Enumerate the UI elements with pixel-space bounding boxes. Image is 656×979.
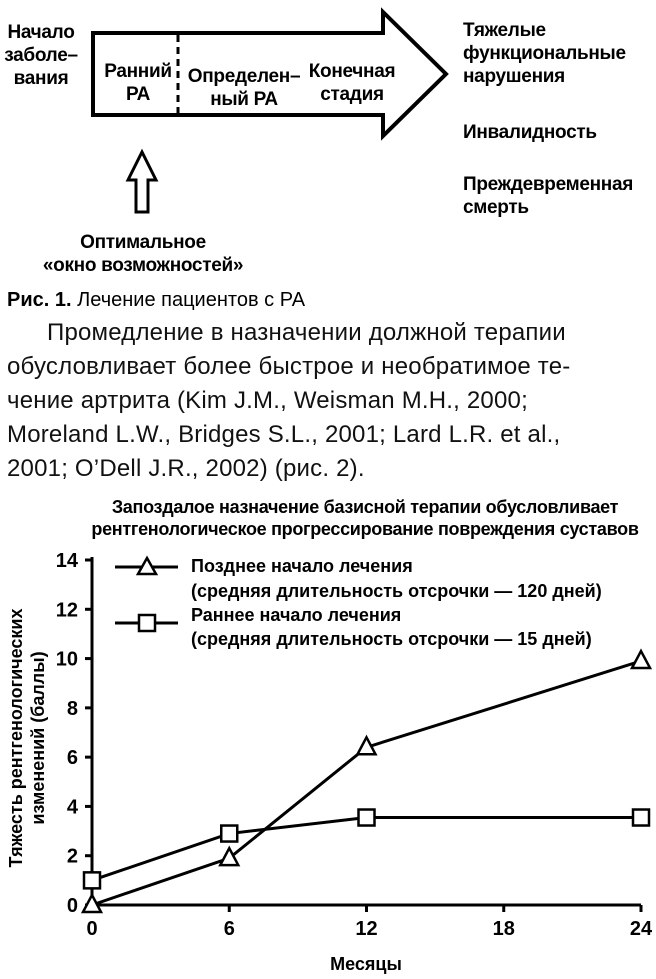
outcome-functional-impairment: Тяжелые функциональные нарушения bbox=[463, 20, 626, 87]
paragraph-line: Moreland L.W., Bridges S.L., 2001; Lard L.R. et al., bbox=[7, 421, 561, 448]
early-treatment-point bbox=[84, 872, 100, 888]
y-axis-label-line: Тяжесть рентгенологических bbox=[6, 608, 26, 868]
early-treatment-point bbox=[633, 810, 649, 826]
body-paragraph bbox=[7, 316, 652, 486]
paragraph-line: Промедление в назначении должной терапии bbox=[47, 319, 566, 346]
late-treatment-line bbox=[92, 661, 641, 905]
defined-ra-label: Определен– ный РА bbox=[187, 66, 301, 110]
late-treatment-point bbox=[632, 651, 650, 668]
figure-1-caption-prefix: Рис. 1. bbox=[7, 289, 72, 311]
x-tick-label: 18 bbox=[492, 918, 515, 940]
y-tick-label: 8 bbox=[66, 697, 78, 720]
legend-early-sublabel: (средняя длительность отсрочки — 15 дней) bbox=[191, 629, 592, 649]
y-tick-label: 14 bbox=[55, 550, 78, 572]
window-of-opportunity-arrow bbox=[128, 152, 156, 212]
figure-1-caption-text: Лечение пациентов с РА bbox=[71, 289, 306, 311]
late-treatment-point bbox=[220, 848, 238, 865]
xray-progression-chart bbox=[0, 540, 656, 979]
x-axis-label: Месяцы bbox=[330, 954, 402, 974]
legend-early-label: Раннее начало лечения bbox=[191, 605, 402, 625]
disease-onset-label: Начало заболе– вания bbox=[4, 22, 78, 89]
y-tick-label: 2 bbox=[66, 845, 78, 868]
x-tick-label: 0 bbox=[86, 918, 98, 940]
legend-late-sublabel: (средняя длительность отсрочки — 120 дней) bbox=[191, 581, 602, 601]
legend bbox=[115, 556, 602, 649]
y-axis-label-line: изменений (баллы) bbox=[28, 651, 48, 825]
x-tick-label: 24 bbox=[629, 918, 653, 940]
legend-early-marker bbox=[139, 615, 155, 631]
x-tick-label: 6 bbox=[223, 918, 235, 940]
outcome-disability: Инвалидность bbox=[463, 122, 597, 143]
y-axis-label bbox=[6, 609, 48, 868]
early-treatment-line bbox=[92, 818, 641, 881]
early-treatment-point bbox=[359, 810, 375, 826]
paragraph-line: обусловливает более быстрое и необратимое те- bbox=[7, 353, 571, 380]
early-treatment-point bbox=[221, 826, 237, 842]
final-stage-label: Конечная стадия bbox=[308, 61, 396, 105]
paragraph-line: 2001; O’Dell J.R., 2002) (рис. 2). bbox=[7, 455, 365, 482]
chart-title: Запоздалое назначение базисной терапии обусловливает рентгенологическое прогрессирование повреждения суставов bbox=[91, 497, 639, 539]
outcome-premature-death: Преждевременная смерть bbox=[463, 174, 634, 218]
y-tick-label: 4 bbox=[66, 796, 78, 819]
legend-late-label: Позднее начало лечения bbox=[191, 556, 413, 576]
x-tick-label: 12 bbox=[355, 918, 378, 940]
y-tick-label: 0 bbox=[66, 895, 78, 917]
paragraph-line: чение артрита (Kim J.M., Weisman M.H., 2000; bbox=[7, 387, 528, 414]
window-of-opportunity-label: Оптимальное «окно возможностей» bbox=[42, 232, 244, 276]
early-ra-label: Ранний РА bbox=[104, 61, 172, 105]
y-tick-label: 10 bbox=[55, 648, 78, 671]
figure-1-caption bbox=[7, 289, 305, 312]
y-tick-label: 6 bbox=[66, 747, 78, 770]
y-tick-label: 12 bbox=[55, 599, 78, 622]
